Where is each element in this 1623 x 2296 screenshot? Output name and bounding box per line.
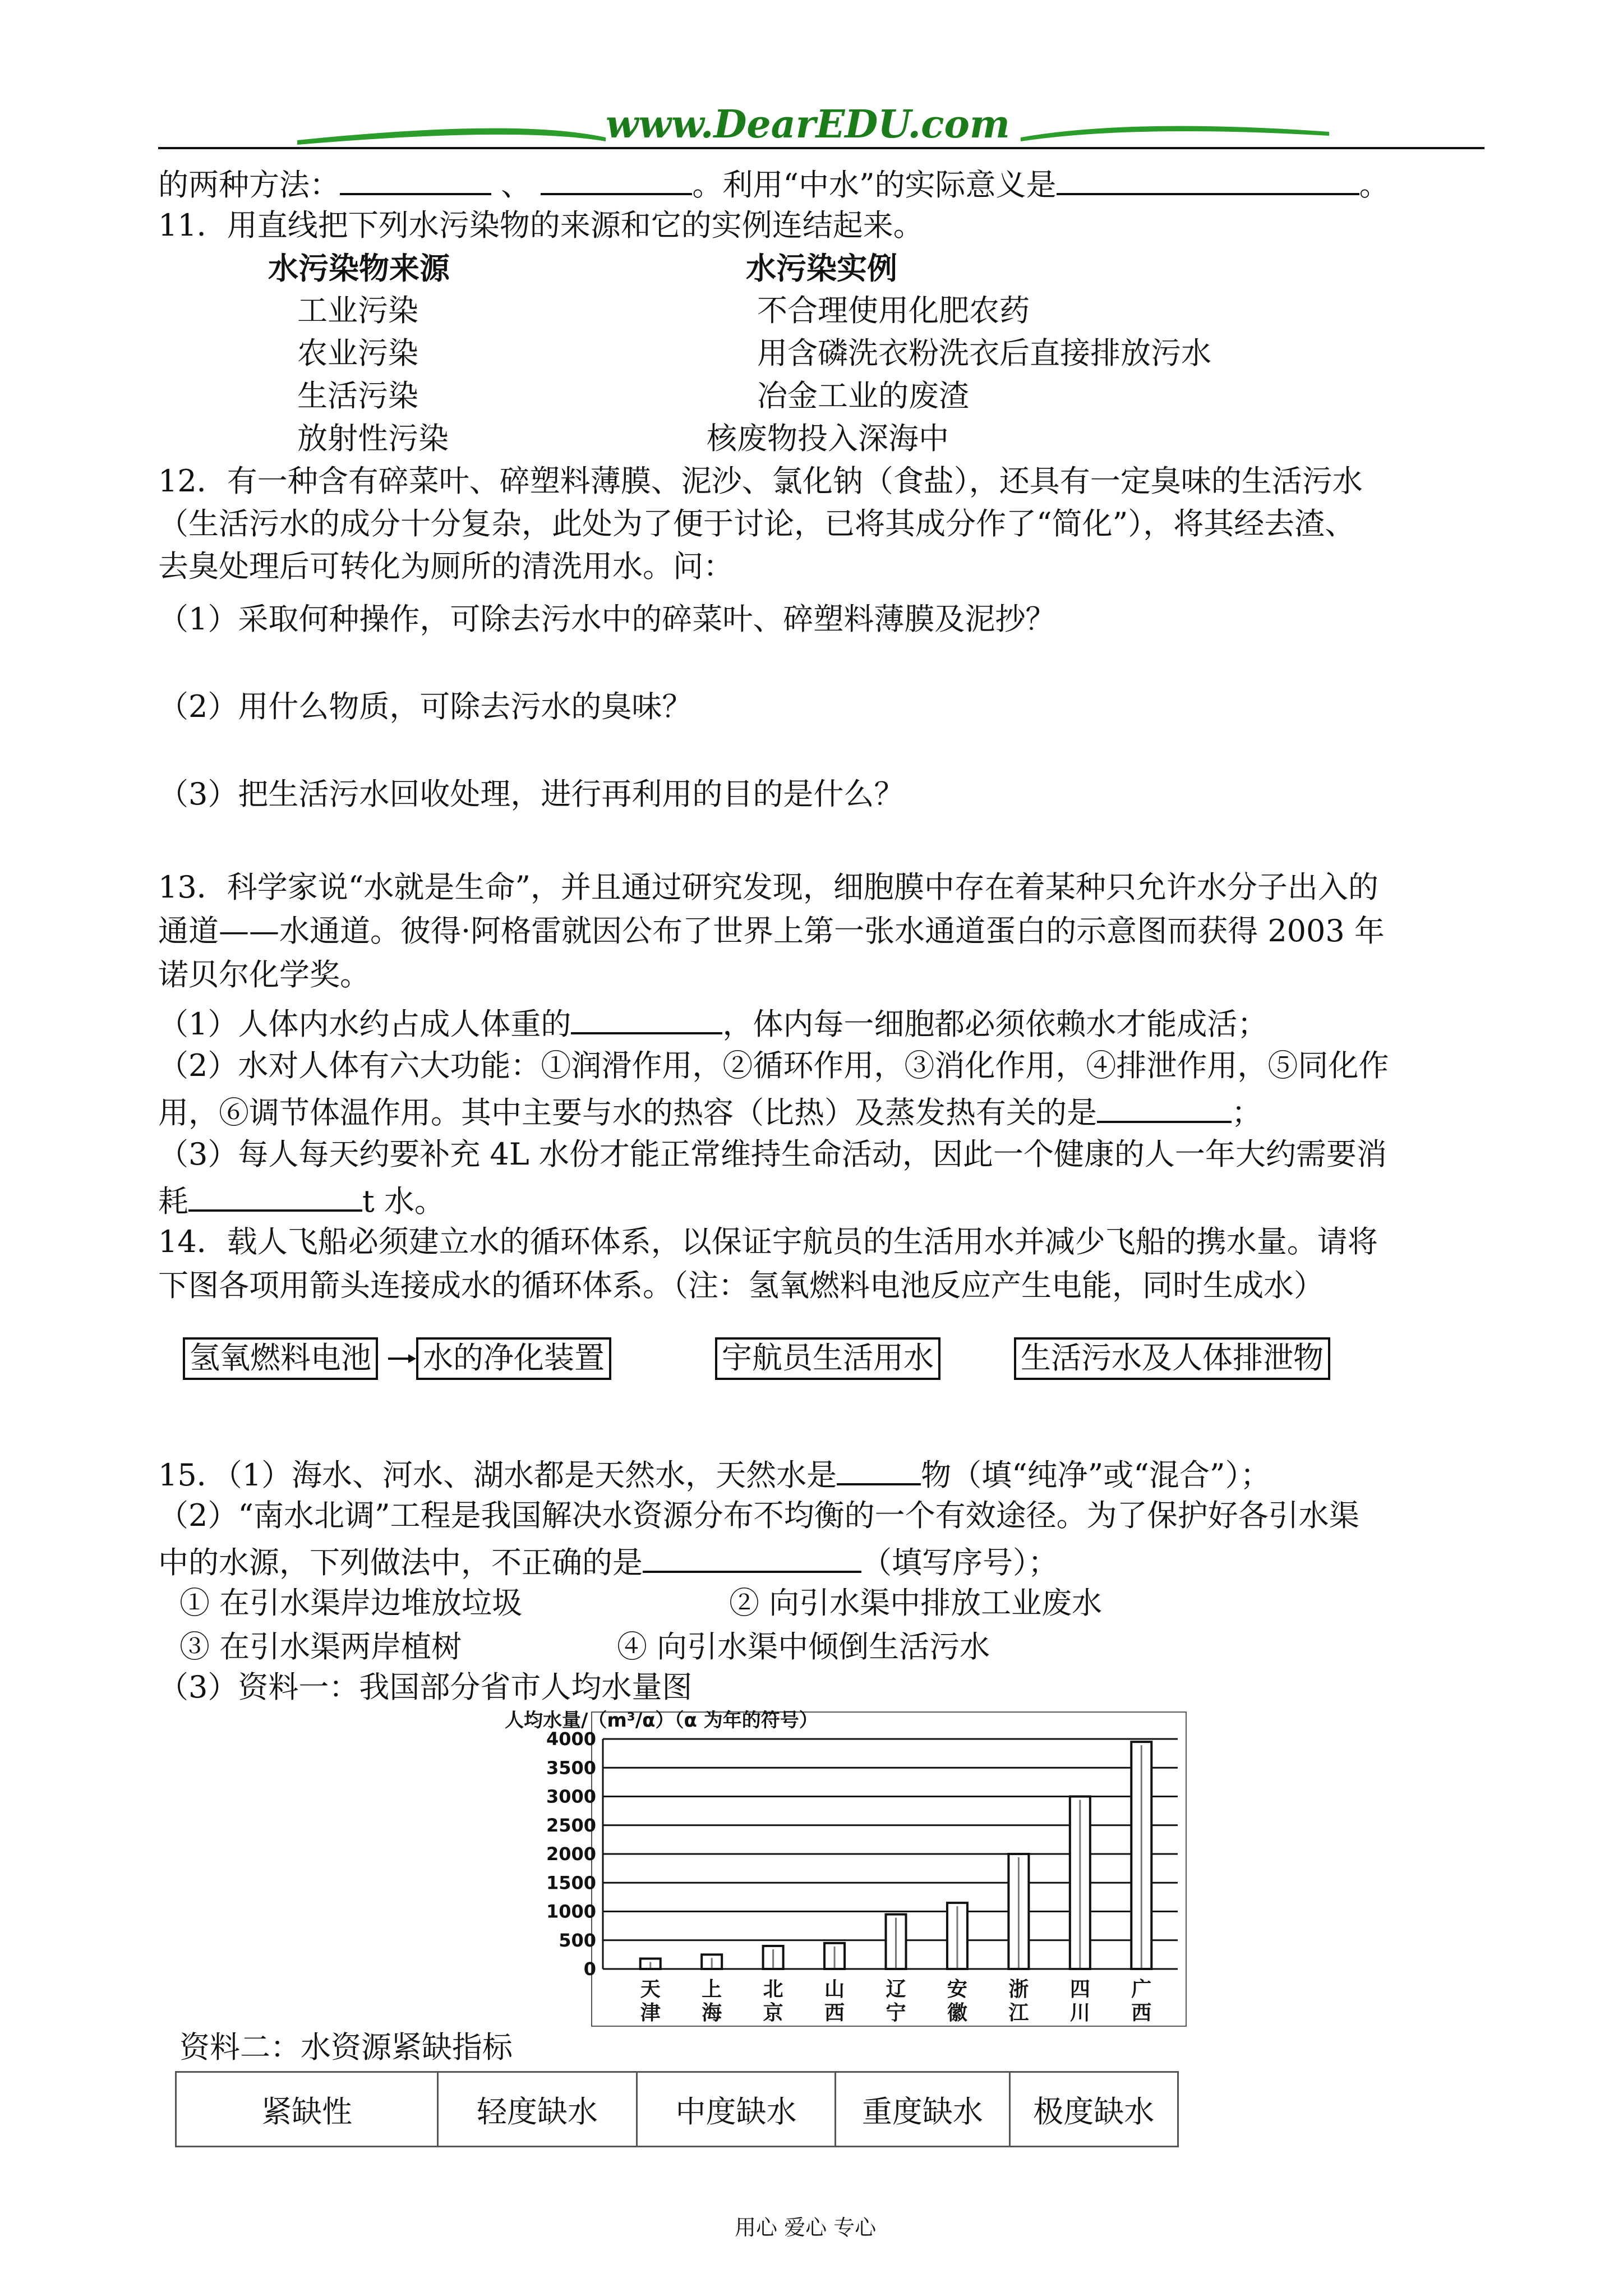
q15-p1-text-b: 物（填“纯净”或“混合”）； — [921, 1457, 1271, 1493]
q13-part-2-line-2 — [158, 1088, 1262, 1134]
q14-box-purifier: 水的净化装置 — [416, 1337, 611, 1380]
q14-arrow — [388, 1346, 416, 1369]
chart-ylabel: 人均水量/（m³/α）（α 为年的符号） — [505, 1709, 818, 1732]
q10-blank-2[interactable] — [541, 160, 692, 195]
q13-line-3: 诺贝尔化学奖。 — [158, 957, 370, 992]
header-rule — [158, 147, 1484, 149]
q12-part-2: （2）用什么物质，可除去污水的臭味？ — [158, 689, 693, 724]
chart-category-label: 天 — [640, 1978, 661, 2001]
q11-col-source: 水污染物来源 — [268, 250, 450, 286]
chart-category-label: 上 — [702, 1978, 722, 2001]
q10-blank-3[interactable] — [1057, 160, 1359, 195]
chart-category-label: 西 — [1131, 2001, 1152, 2024]
q13-part-1 — [158, 1000, 1267, 1046]
chart-category-label: 广 — [1131, 1978, 1152, 2001]
q15-p1-text-a: 15．（1）海水、河水、湖水都是天然水，天然水是 — [158, 1457, 837, 1493]
q11-source-item: 生活污染 — [297, 378, 418, 413]
chart-category-label: 安 — [947, 1978, 967, 2001]
resource-2-title: 资料二：水资源紧缺指标 — [179, 2030, 513, 2065]
chart-tick-label: 3500 — [546, 1757, 596, 1779]
water-scarcity-table — [175, 2071, 1179, 2147]
q13-part-2-line-1: （2）水对人体有六大功能：①润滑作用，②循环作用，③消化作用，④排泄作用，⑤同化作 — [158, 1048, 1389, 1083]
q10-line — [158, 160, 1390, 206]
q13-line-1: 13．科学家说“水就是生命”，并且通过研究发现，细胞膜中存在着某种只允许水分子出入的 — [158, 869, 1378, 905]
q13-part-3-line-2 — [158, 1177, 445, 1223]
q14-line-2: 下图各项用箭头连接成水的循环体系。（注：氢氧燃料电池反应产生电能，同时生成水） — [158, 1268, 1324, 1303]
q12-part-1: （1）采取何种操作，可除去污水中的碎菜叶、碎塑料薄膜及泥抄？ — [158, 601, 1056, 637]
q11-example-item: 用含磷洗衣粉洗衣后直接排放污水 — [757, 335, 1211, 371]
water-per-capita-chart — [505, 1700, 1200, 2031]
q15-option-1: ① 在引水渠岸边堆放垃圾 — [179, 1585, 523, 1621]
q15-p2-text-b: （填写序号）； — [861, 1545, 1058, 1580]
chart-tick-label: 1500 — [546, 1872, 596, 1894]
chart-category-label: 京 — [763, 2001, 783, 2024]
q12-part-3: （3）把生活污水回收处理，进行再利用的目的是什么？ — [158, 776, 905, 812]
q15-option-3: ③ 在引水渠两岸植树 — [179, 1629, 462, 1664]
table-cell: 重度缺水 — [836, 2072, 1009, 2147]
chart-tick-label: 3000 — [546, 1786, 596, 1807]
header-logo — [292, 102, 1335, 151]
q13-p2-end: ； — [1232, 1095, 1262, 1130]
q15-part-2-line-2 — [158, 1538, 1058, 1584]
q14-line-1: 14．载人飞船必须建立水的循环体系，以保证宇航员的生活用水并减少飞船的携水量。请将 — [158, 1224, 1378, 1259]
q13-p1-text-a: （1）人体内水约占成人体重的 — [158, 1006, 571, 1042]
q13-p2-text: 用，⑥调节体温作用。其中主要与水的热容（比热）及蒸发热有关的是 — [158, 1095, 1097, 1130]
chart-category-label: 川 — [1069, 2001, 1090, 2024]
q11-source-item: 放射性污染 — [297, 421, 449, 456]
q12-line-2: （生活污水的成分十分复杂，此处为了便于讨论，已将其成分作了“简化”），将其经去渣、 — [158, 506, 1355, 541]
q12-line-3: 去臭处理后可转化为厕所的清洗用水。问： — [158, 549, 734, 584]
arrow-right-icon — [388, 1346, 416, 1369]
chart-category-label: 津 — [640, 2001, 661, 2024]
table-cell: 极度缺水 — [1009, 2072, 1178, 2147]
chart-category-label: 徽 — [947, 2001, 967, 2024]
table-row — [176, 2072, 1178, 2147]
q14-box-astronaut-water: 宇航员生活用水 — [715, 1337, 940, 1380]
q14-box-waste-water: 生活污水及人体排泄物 — [1014, 1337, 1330, 1380]
q11-title: 11．用直线把下列水污染物的来源和它的实例连结起来。 — [158, 208, 924, 243]
chart-category-label: 辽 — [886, 1978, 906, 2001]
table-cell: 紧缺性 — [176, 2072, 438, 2147]
q10-blank-1[interactable] — [340, 160, 491, 195]
q13-p3-text-a: 耗 — [158, 1184, 188, 1219]
q13-blank-1[interactable] — [571, 1000, 722, 1034]
q15-option-4: ④ 向引水渠中倾倒生活污水 — [617, 1629, 990, 1664]
q13-part-3-line-1: （3）每人每天约要补充 4L 水份才能正常维持生命活动，因此一个健康的人一年大约需要消 — [158, 1137, 1387, 1172]
chart-category-label: 四 — [1069, 1978, 1090, 2001]
q11-example-item: 冶金工业的废渣 — [757, 378, 969, 413]
chart-category-label: 山 — [824, 1978, 845, 2001]
chart-category-label: 海 — [702, 2001, 722, 2024]
chart-tick-label: 500 — [559, 1929, 596, 1951]
chart-category-label: 北 — [763, 1978, 783, 2001]
q15-part-1 — [158, 1451, 1271, 1497]
q10-end: 。 — [1359, 167, 1390, 203]
q11-example-item: 核废物投入深海中 — [707, 421, 949, 456]
q15-p2-text-a: 中的水源，下列做法中，不正确的是 — [158, 1545, 643, 1580]
q13-blank-2[interactable] — [1097, 1088, 1232, 1123]
q10-text-b: 。利用“中水”的实际意义是 — [692, 167, 1057, 203]
q14-box-fuel-cell: 氢氧燃料电池 — [183, 1337, 378, 1380]
table-cell: 轻度缺水 — [438, 2072, 637, 2147]
chart-category-label: 西 — [824, 2001, 845, 2024]
chart-tick-label: 4000 — [546, 1728, 596, 1750]
q11-example-item: 不合理使用化肥农药 — [757, 293, 1030, 328]
chart-tick-label: 2000 — [546, 1843, 596, 1865]
chart-tick-label: 2500 — [546, 1814, 596, 1836]
chart-tick-label: 1000 — [546, 1901, 596, 1922]
chart-category-label: 江 — [1008, 2001, 1029, 2024]
q13-p3-text-b: t 水。 — [362, 1184, 445, 1219]
page-footer: 用心 爱心 专心 — [735, 2215, 877, 2240]
chart-category-label: 浙 — [1008, 1978, 1029, 2001]
q15-blank-2[interactable] — [643, 1538, 861, 1573]
chart-tick-label: 0 — [583, 1958, 596, 1980]
q15-part-2-line-1: （2）“南水北调”工程是我国解决水资源分布不均衡的一个有效途径。为了保护好各引水渠 — [158, 1498, 1359, 1533]
q11-source-item: 工业污染 — [297, 293, 418, 328]
chart-category-label: 宁 — [886, 2001, 906, 2024]
q15-option-2: ② 向引水渠中排放工业废水 — [729, 1585, 1103, 1621]
q11-col-example: 水污染实例 — [746, 250, 897, 286]
q13-blank-3[interactable] — [188, 1177, 362, 1212]
q12-line-1: 12．有一种含有碎菜叶、碎塑料薄膜、泥沙、氯化钠（食盐），还具有一定臭味的生活污水 — [158, 463, 1363, 499]
q15-part-3: （3）资料一：我国部分省市人均水量图 — [158, 1669, 693, 1705]
logo-text: www.DearEDU.com — [606, 102, 1010, 147]
q10-text-a: 的两种方法： — [158, 167, 340, 203]
q11-source-item: 农业污染 — [297, 335, 418, 371]
q13-line-2: 通道——水通道。彼得·阿格雷就因公布了世界上第一张水通道蛋白的示意图而获得 2003 年 — [158, 913, 1385, 949]
table-cell: 中度缺水 — [637, 2072, 835, 2147]
q10-sep: 、 — [501, 167, 532, 203]
q13-p1-text-b: ，体内每一细胞都必须依赖水才能成活； — [722, 1006, 1268, 1042]
q15-blank-1[interactable] — [837, 1451, 921, 1485]
